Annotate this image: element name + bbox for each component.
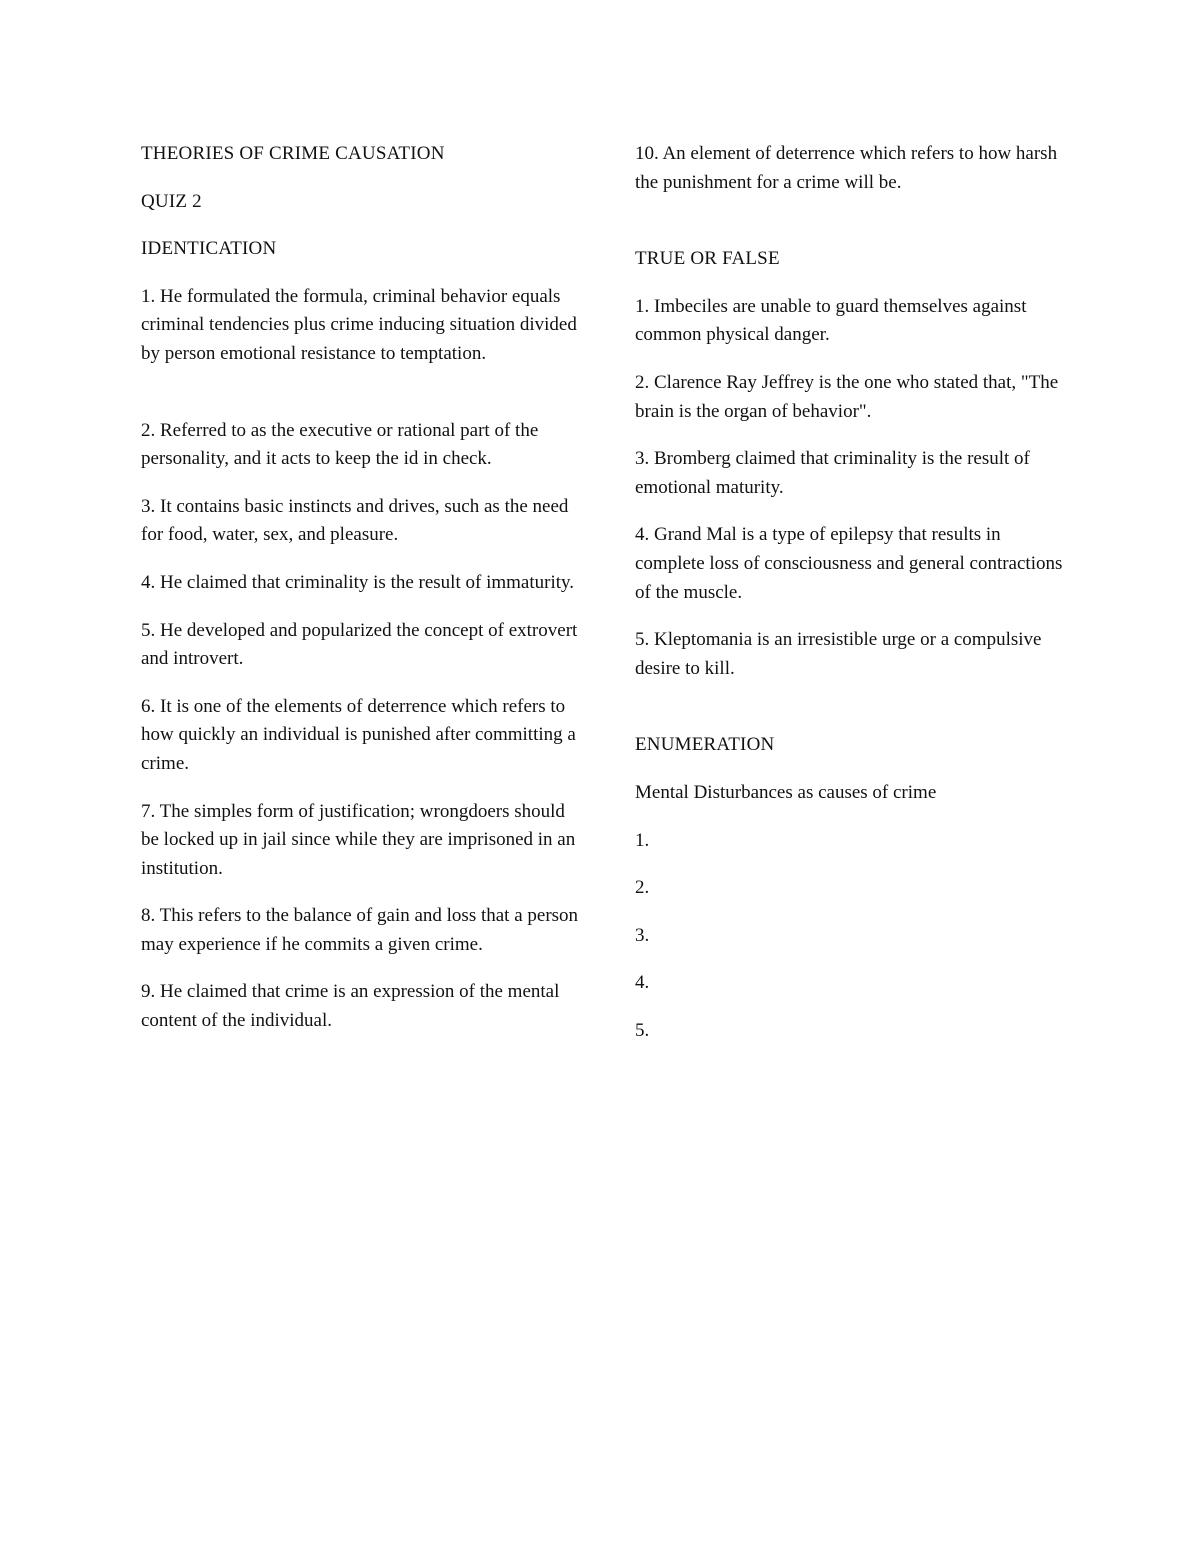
identification-item: 3. It contains basic instincts and drives, such as the need for food, water, sex, and pleasure. [141,495,569,546]
true-false-heading: TRUE OR FALSE [635,248,780,270]
right-column [635,140,1075,1064]
enumeration-item: 5. [635,1019,650,1041]
enumeration-item: 2. [635,877,650,899]
enumeration-item: 4. [635,972,650,994]
enumeration-heading: ENUMERATION [635,734,775,756]
true-false-item: 3. Bromberg claimed that criminality is the result of emotional maturity. [635,448,1030,498]
quiz-label: QUIZ 2 [141,190,202,212]
identification-item: 4. He claimed that criminality is the result of immaturity. [141,571,575,593]
identification-item: 8. This refers to the balance of gain and loss that a person may experience if he commits a given crime. [141,905,579,955]
enumeration-item: 1. [635,829,650,851]
identification-item: 10. An element of deterrence which refers to how harsh the punishment for a crime will be. [635,143,1058,193]
left-column [141,140,581,1055]
identification-item: 5. He developed and popularized the concept of extrovert and introvert. [141,619,578,670]
true-false-item: 5. Kleptomania is an irresistible urge or a compulsive desire to kill. [635,629,1042,679]
enumeration-subtitle: Mental Disturbances as causes of crime [635,781,937,803]
document-title: THEORIES OF CRIME CAUSATION [141,143,445,164]
enumeration-item: 3. [635,924,650,946]
true-false-item: 2. Clarence Ray Jeffrey is the one who stated that, "The brain is the organ of behavior". [635,371,1059,422]
identification-item: 6. It is one of the elements of deterrence which refers to how quickly an individual is punished after committing a crime. [141,695,576,774]
true-false-item: 1. Imbeciles are unable to guard themselves against common physical danger. [635,295,1027,346]
identification-item: 7. The simples form of justification; wrongdoers should be locked up in jail since while they are imprisoned in an institution. [141,800,576,879]
identification-heading: IDENTICATION [141,238,277,260]
identification-item: 1. He formulated the formula, criminal behavior equals criminal tendencies plus crime inducing situation divided by person emotional resistance to temptation. [141,285,577,364]
true-false-item: 4. Grand Mal is a type of epilepsy that results in complete loss of consciousness and general contractions of the muscle. [635,524,1063,603]
identification-item: 2. Referred to as the executive or rational part of the personality, and it acts to keep the id in check. [141,419,539,470]
identification-item: 9. He claimed that crime is an expression of the mental content of the individual. [141,981,560,1032]
